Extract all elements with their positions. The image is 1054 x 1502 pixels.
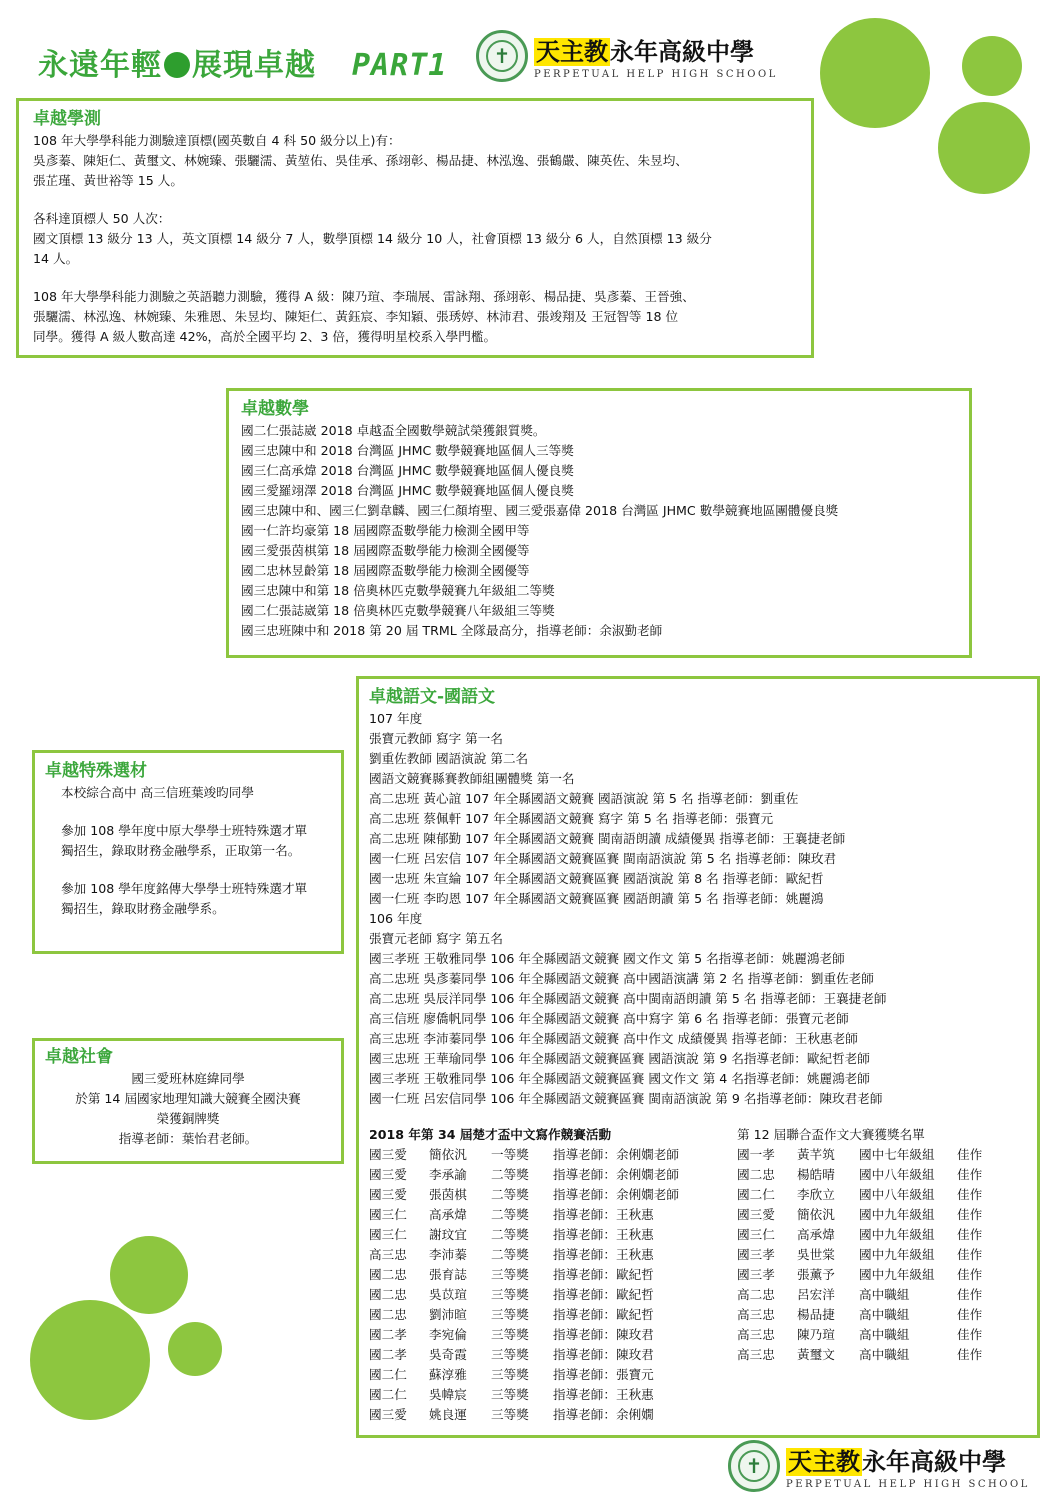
- chinese-line: 國三孝班 王敬雅同學 106 年全縣國語文競賽區賽 國文作文 第 4 名指導老師：姚麗鴻老師: [369, 1071, 870, 1086]
- social-line: 榮獲銅牌獎: [156, 1111, 220, 1126]
- writing-contest-cell: 指導老師：余俐嫺老師: [553, 1187, 679, 1202]
- writing-contest-cell: 吳苡瑄: [429, 1287, 467, 1302]
- special-line: [61, 803, 331, 821]
- chinese-line: 國一仁班 呂宏信同學 106 年全縣國語文競賽區賽 閩南語演說 第 9 名指導老師：陳玫君老師: [369, 1091, 883, 1106]
- writing-contest-cell: 一等獎: [491, 1147, 529, 1162]
- title-part1: 永遠年輕: [38, 48, 162, 83]
- writing-contest-cell: 二等獎: [491, 1167, 529, 1182]
- decor-circle-mid-bottom: [110, 1236, 188, 1314]
- joint-contest-cell: 高承煒: [797, 1227, 835, 1242]
- chinese-line: 國一仁班 李昀恩 107 年全縣國語文競賽區賽 國語朗讀 第 5 名 指導老師：姚麗鴻: [369, 891, 824, 906]
- writing-contest-cell: 指導老師：歐紀哲: [553, 1267, 654, 1282]
- joint-contest-cell: 佳作: [957, 1227, 983, 1242]
- title-dot-icon: [164, 52, 190, 78]
- exam-title: 卓越學測: [33, 109, 101, 129]
- joint-contest-cell: 高中職組: [859, 1287, 910, 1302]
- joint-contest-cell: 張薰予: [797, 1267, 835, 1282]
- special-line: 參加 108 學年度銘傳大學學士班特殊選才單: [61, 881, 308, 896]
- page-title: [38, 40, 447, 84]
- writing-contest-cell: 指導老師：王秋惠: [553, 1247, 654, 1262]
- chinese-title: 卓越語文-國語文: [369, 687, 496, 707]
- math-lines: [241, 421, 957, 641]
- writing-contest-cell: 三等獎: [491, 1287, 529, 1302]
- joint-contest-cell: 國三愛: [737, 1207, 775, 1222]
- chinese-line: 106 年度: [369, 911, 423, 926]
- writing-contest-cell: 國三愛: [369, 1147, 407, 1162]
- math-line: 國一仁許均豪第 18 屆國際盃數學能力檢測全國甲等: [241, 523, 530, 538]
- exam-line: 同學。獲得 A 級人數高達 42%，高於全國平均 2、3 倍，獲得明星校系入學門檻。: [33, 329, 497, 344]
- writing-contest-cell: 指導老師：余俐嫺老師: [553, 1147, 679, 1162]
- logo-prefix-bottom: 天主教: [788, 1448, 860, 1476]
- joint-contest-cell: 高三忠: [737, 1307, 775, 1322]
- joint-contest-cell: 高中職組: [859, 1347, 910, 1362]
- writing-contest-cell: 高三忠: [369, 1247, 407, 1262]
- logo-name: 永年高級中學: [610, 38, 754, 66]
- writing-contest-cell: 指導老師：歐紀哲: [553, 1307, 654, 1322]
- joint-contest-cell: 李欣立: [797, 1187, 835, 1202]
- joint-contest-title: 第 12 屆聯合盃作文大賽獲獎名單: [737, 1127, 925, 1142]
- writing-contest-cell: 二等獎: [491, 1227, 529, 1242]
- joint-contest-cell: 佳作: [957, 1167, 983, 1182]
- social-lines: [45, 1069, 331, 1149]
- title-part-label: PART1: [352, 48, 448, 83]
- chinese-line: 高二忠班 蔡佩軒 107 年全縣國語文競賽 寫字 第 5 名 指導老師：張寶元: [369, 811, 774, 826]
- chinese-line: 劉重佐教師 國語演說 第二名: [369, 751, 529, 766]
- joint-contest-cell: 高中職組: [859, 1307, 910, 1322]
- exam-line: 108 年大學學科能力測驗達頂標(國英數自 4 科 50 級分以上)有：: [33, 133, 401, 148]
- writing-contest-cell: 張育誌: [429, 1267, 467, 1282]
- exam-line: 張芷瑾、黃世裕等 15 人。: [33, 173, 183, 188]
- writing-contest-cell: 姚良運: [429, 1407, 467, 1422]
- joint-contest-cell: 黃芊筑: [797, 1147, 835, 1162]
- social-line: 指導老師：葉怡君老師。: [118, 1131, 258, 1146]
- special-section: [32, 750, 344, 954]
- joint-contest-cell: 吳世棠: [797, 1247, 835, 1262]
- writing-contest-cell: 國二仁: [369, 1367, 407, 1382]
- math-line: 國二忠林昱齡第 18 屆國際盃數學能力檢測全國優等: [241, 563, 530, 578]
- joint-contest-cell: 佳作: [957, 1267, 983, 1282]
- exam-section: [16, 98, 814, 358]
- joint-contest-cell: 佳作: [957, 1207, 983, 1222]
- writing-contest-cell: 三等獎: [491, 1367, 529, 1382]
- chinese-line: 107 年度: [369, 711, 423, 726]
- school-seal-icon: [476, 30, 528, 82]
- math-line: 國三愛羅翊澤 2018 台灣區 JHMC 數學競賽地區個人優良獎: [241, 483, 574, 498]
- writing-contest-cell: 李宛倫: [429, 1327, 467, 1342]
- math-section: [226, 388, 972, 658]
- chinese-line: 國一忠班 朱宣綸 107 年全縣國語文競賽區賽 國語演說 第 8 名 指導老師：歐紀哲: [369, 871, 824, 886]
- joint-contest-cell: 國中九年級組: [859, 1267, 935, 1282]
- logo-prefix: 天主教: [536, 38, 608, 66]
- chinese-line: 國一仁班 呂宏信 107 年全縣國語文競賽區賽 閩南語演說 第 5 名 指導老師：陳玫君: [369, 851, 837, 866]
- writing-contest-cell: 簡依汎: [429, 1147, 467, 1162]
- writing-contest-cell: 國二孝: [369, 1327, 407, 1342]
- joint-contest-cell: 佳作: [957, 1187, 983, 1202]
- logo-english: PERPETUAL HELP HIGH SCHOOL: [534, 69, 778, 80]
- writing-contest-cell: 二等獎: [491, 1247, 529, 1262]
- writing-contest-cell: 國三仁: [369, 1207, 407, 1222]
- joint-contest-cell: 國中九年級組: [859, 1247, 935, 1262]
- special-line: 參加 108 學年度中原大學學士班特殊選才單: [61, 823, 308, 838]
- writing-contest-title: 2018 年第 34 屆楚才盃中文寫作競賽活動: [369, 1127, 612, 1142]
- joint-contest-cell: 楊皓晴: [797, 1167, 835, 1182]
- joint-contest-cell: 佳作: [957, 1307, 983, 1322]
- special-line: 獨招生，錄取財務金融學系，正取第一名。: [61, 843, 301, 858]
- writing-contest-cell: 李沛蓁: [429, 1247, 467, 1262]
- joint-contest-cell: 國中八年級組: [859, 1187, 935, 1202]
- exam-line: 吳彥蓁、陳矩仁、黃璽文、林婉臻、張驪濡、黃堃佑、吳佳承、孫翊彰、楊品捷、林泓逸、張鶴嚴、陳英佐、朱昱均、: [33, 153, 688, 168]
- math-line: 國三仁高承煒 2018 台灣區 JHMC 數學競賽地區個人優良獎: [241, 463, 574, 478]
- writing-contest-cell: 指導老師：余俐嫺老師: [553, 1167, 679, 1182]
- writing-contest-cell: 指導老師：陳玫君: [553, 1347, 654, 1362]
- school-logo-top: [476, 30, 778, 82]
- logo-english-bottom: PERPETUAL HELP HIGH SCHOOL: [786, 1479, 1030, 1490]
- chinese-line: 國語文競賽縣賽教師組團體獎 第一名: [369, 771, 575, 786]
- special-title: 卓越特殊選材: [45, 761, 147, 781]
- school-seal-icon-bottom: [728, 1440, 780, 1492]
- writing-contest-cell: 劉沛暄: [429, 1307, 467, 1322]
- special-lines: [45, 783, 331, 919]
- joint-contest-cell: 國一孝: [737, 1147, 775, 1162]
- social-line: 於第 14 屆國家地理知識大競賽全國決賽: [75, 1091, 301, 1106]
- writing-contest-cell: 二等獎: [491, 1187, 529, 1202]
- decor-circle-large-top: [820, 18, 930, 128]
- joint-contest-cell: 國中七年級組: [859, 1147, 935, 1162]
- joint-contest-cell: 國中九年級組: [859, 1227, 935, 1242]
- math-title: 卓越數學: [241, 399, 309, 419]
- writing-contest-cell: 國三愛: [369, 1187, 407, 1202]
- joint-contest-table: [737, 1145, 982, 1365]
- chinese-line: 國三忠班 王華瑜同學 106 年全縣國語文競賽區賽 國語演說 第 9 名指導老師：歐紀哲老師: [369, 1051, 870, 1066]
- social-title: 卓越社會: [45, 1047, 113, 1067]
- chinese-line: 高二忠班 黃心誼 107 年全縣國語文競賽 國語演說 第 5 名 指導老師：劉重佐: [369, 791, 799, 806]
- joint-contest-cell: 黃璽文: [797, 1347, 835, 1362]
- joint-contest-cell: 陳乃瑄: [797, 1327, 835, 1342]
- writing-contest-cell: 指導老師：陳玫君: [553, 1327, 654, 1342]
- writing-contest-cell: 國二孝: [369, 1347, 407, 1362]
- chinese-line: 高三忠班 李沛蓁同學 106 年全縣國語文競賽 高中作文 成績優異 指導老師：王秋惠老師: [369, 1031, 858, 1046]
- joint-contest-cell: 高三忠: [737, 1327, 775, 1342]
- social-section: [32, 1038, 344, 1164]
- math-line: 國三忠陳中和、國三仁劉韋麟、國三仁顏堉聖、國三愛張嘉偉 2018 台灣區 JHMC 數學競賽地區團體優良獎: [241, 503, 839, 518]
- writing-contest-cell: 指導老師：王秋惠: [553, 1387, 654, 1402]
- decor-circle-small-bottom: [168, 1322, 222, 1376]
- joint-contest-cell: 佳作: [957, 1287, 983, 1302]
- writing-contest-table: [369, 1145, 679, 1425]
- writing-contest-cell: 國二忠: [369, 1287, 407, 1302]
- writing-contest-cell: 三等獎: [491, 1347, 529, 1362]
- math-line: 國三忠班陳中和 2018 第 20 屆 TRML 全隊最高分，指導老師：余淑勤老師: [241, 623, 663, 638]
- chinese-line: 高三信班 廖僑帆同學 106 年全縣國語文競賽 高中寫字 第 6 名 指導老師：張寶元老師: [369, 1011, 849, 1026]
- chinese-line: 國三孝班 王敬雅同學 106 年全縣國語文競賽 國文作文 第 5 名指導老師：姚麗鴻老師: [369, 951, 845, 966]
- writing-contest-cell: 三等獎: [491, 1267, 529, 1282]
- joint-contest-cell: 呂宏洋: [797, 1287, 835, 1302]
- writing-contest-cell: 三等獎: [491, 1387, 529, 1402]
- chinese-line: 張寶元教師 寫字 第一名: [369, 731, 503, 746]
- special-line: 獨招生，錄取財務金融學系。: [61, 901, 225, 916]
- writing-contest-cell: 指導老師：余俐嫺: [553, 1407, 654, 1422]
- exam-line: 國文頂標 13 級分 13 人，英文頂標 14 級分 7 人，數學頂標 14 級分 10 人，社會頂標 13 級分 6 人，自然頂標 13 級分: [33, 231, 712, 246]
- joint-contest-cell: 楊品捷: [797, 1307, 835, 1322]
- writing-contest-cell: 國二忠: [369, 1307, 407, 1322]
- chinese-line: 高二忠班 陳郁勤 107 年全縣國語文競賽 閩南語朗讀 成績優異 指導老師：王襄捷老師: [369, 831, 846, 846]
- writing-contest-cell: 三等獎: [491, 1407, 529, 1422]
- writing-contest-cell: 謝玟宜: [429, 1227, 467, 1242]
- writing-contest-cell: 指導老師：張寶元: [553, 1367, 654, 1382]
- decor-circle-mid-top: [938, 102, 1030, 194]
- math-line: 國三愛張茵棋第 18 屆國際盃數學能力檢測全國優等: [241, 543, 530, 558]
- exam-line: [33, 191, 797, 209]
- exam-line: [33, 269, 797, 287]
- writing-contest-cell: 高承煒: [429, 1207, 467, 1222]
- joint-contest-cell: 國中九年級組: [859, 1207, 935, 1222]
- writing-contest-cell: 二等獎: [491, 1207, 529, 1222]
- writing-contest-cell: 國三愛: [369, 1407, 407, 1422]
- chinese-line: 高二忠班 吳辰洋同學 106 年全縣國語文競賽 高中閩南語朗讀 第 5 名 指導老師：王襄捷老師: [369, 991, 887, 1006]
- decor-circle-large-bottom: [30, 1300, 150, 1420]
- joint-contest-cell: 高三忠: [737, 1347, 775, 1362]
- writing-contest-cell: 指導老師：歐紀哲: [553, 1287, 654, 1302]
- writing-contest-cell: 指導老師：王秋惠: [553, 1207, 654, 1222]
- writing-contest-cell: 蘇淳雅: [429, 1367, 467, 1382]
- special-line: 本校綜合高中 高三信班葉竣昀同學: [61, 785, 254, 800]
- joint-contest-cell: 佳作: [957, 1347, 983, 1362]
- exam-line: 14 人。: [33, 251, 79, 266]
- writing-contest-cell: 國二忠: [369, 1267, 407, 1282]
- writing-contest-cell: 國三仁: [369, 1227, 407, 1242]
- joint-contest-cell: 國三孝: [737, 1267, 775, 1282]
- joint-contest-cell: 國二忠: [737, 1167, 775, 1182]
- math-line: 國二仁張誌崴 2018 卓越盃全國數學競試榮獲銀質獎。: [241, 423, 546, 438]
- writing-contest-cell: 李承諭: [429, 1167, 467, 1182]
- writing-contest-cell: 三等獎: [491, 1327, 529, 1342]
- writing-contest-cell: 三等獎: [491, 1307, 529, 1322]
- writing-contest-cell: 吳幃宸: [429, 1387, 467, 1402]
- writing-contest-cell: 指導老師：王秋惠: [553, 1227, 654, 1242]
- joint-contest-cell: 高二忠: [737, 1287, 775, 1302]
- writing-contest-cell: 國三愛: [369, 1167, 407, 1182]
- chinese-line: 張寶元老師 寫字 第五名: [369, 931, 503, 946]
- decor-circle-small-top: [962, 36, 1022, 96]
- joint-contest-cell: 佳作: [957, 1147, 983, 1162]
- exam-line: 各科達頂標人 50 人次：: [33, 211, 171, 226]
- social-line: 國三愛班林庭緯同學: [131, 1071, 245, 1086]
- joint-contest-cell: 國三仁: [737, 1227, 775, 1242]
- chinese-section: [356, 676, 1040, 1438]
- chinese-lines: [369, 709, 1027, 1109]
- joint-contest-cell: 國中八年級組: [859, 1167, 935, 1182]
- writing-contest-cell: 吳奇霞: [429, 1347, 467, 1362]
- joint-contest-cell: 佳作: [957, 1247, 983, 1262]
- exam-line: 張驪濡、林泓逸、林婉臻、朱雅恩、朱昱均、陳矩仁、黃鈺宸、李知穎、張琇婷、林沛君、張竣翔及 王冠智等 18 位: [33, 309, 679, 324]
- school-logo-bottom: [728, 1440, 1030, 1492]
- chinese-line: 高二忠班 吳彥蓁同學 106 年全縣國語文競賽 高中國語演講 第 2 名 指導老師：劉重佐老師: [369, 971, 874, 986]
- special-line: [61, 861, 331, 879]
- writing-contest-cell: 張茵棋: [429, 1187, 467, 1202]
- title-part2: 展現卓越: [192, 48, 316, 83]
- joint-contest-cell: 佳作: [957, 1327, 983, 1342]
- joint-contest-cell: 國三孝: [737, 1247, 775, 1262]
- joint-contest-cell: 國二仁: [737, 1187, 775, 1202]
- math-line: 國二仁張誌崴第 18 倍奧林匹克數學競賽八年級組三等獎: [241, 603, 555, 618]
- exam-line: 108 年大學學科能力測驗之英語聽力測驗，獲得 A 級：陳乃瑄、李瑞展、雷詠翔、孫翊彰、楊品捷、吳彥蓁、王晉強、: [33, 289, 695, 304]
- math-line: 國三忠陳中和 2018 台灣區 JHMC 數學競賽地區個人三等獎: [241, 443, 574, 458]
- joint-contest-cell: 高中職組: [859, 1327, 910, 1342]
- exam-lines: [33, 131, 797, 347]
- writing-contest-cell: 國二仁: [369, 1387, 407, 1402]
- math-line: 國三忠陳中和第 18 倍奧林匹克數學競賽九年級組二等獎: [241, 583, 555, 598]
- joint-contest-cell: 簡依汎: [797, 1207, 835, 1222]
- logo-name-bottom: 永年高級中學: [862, 1448, 1006, 1476]
